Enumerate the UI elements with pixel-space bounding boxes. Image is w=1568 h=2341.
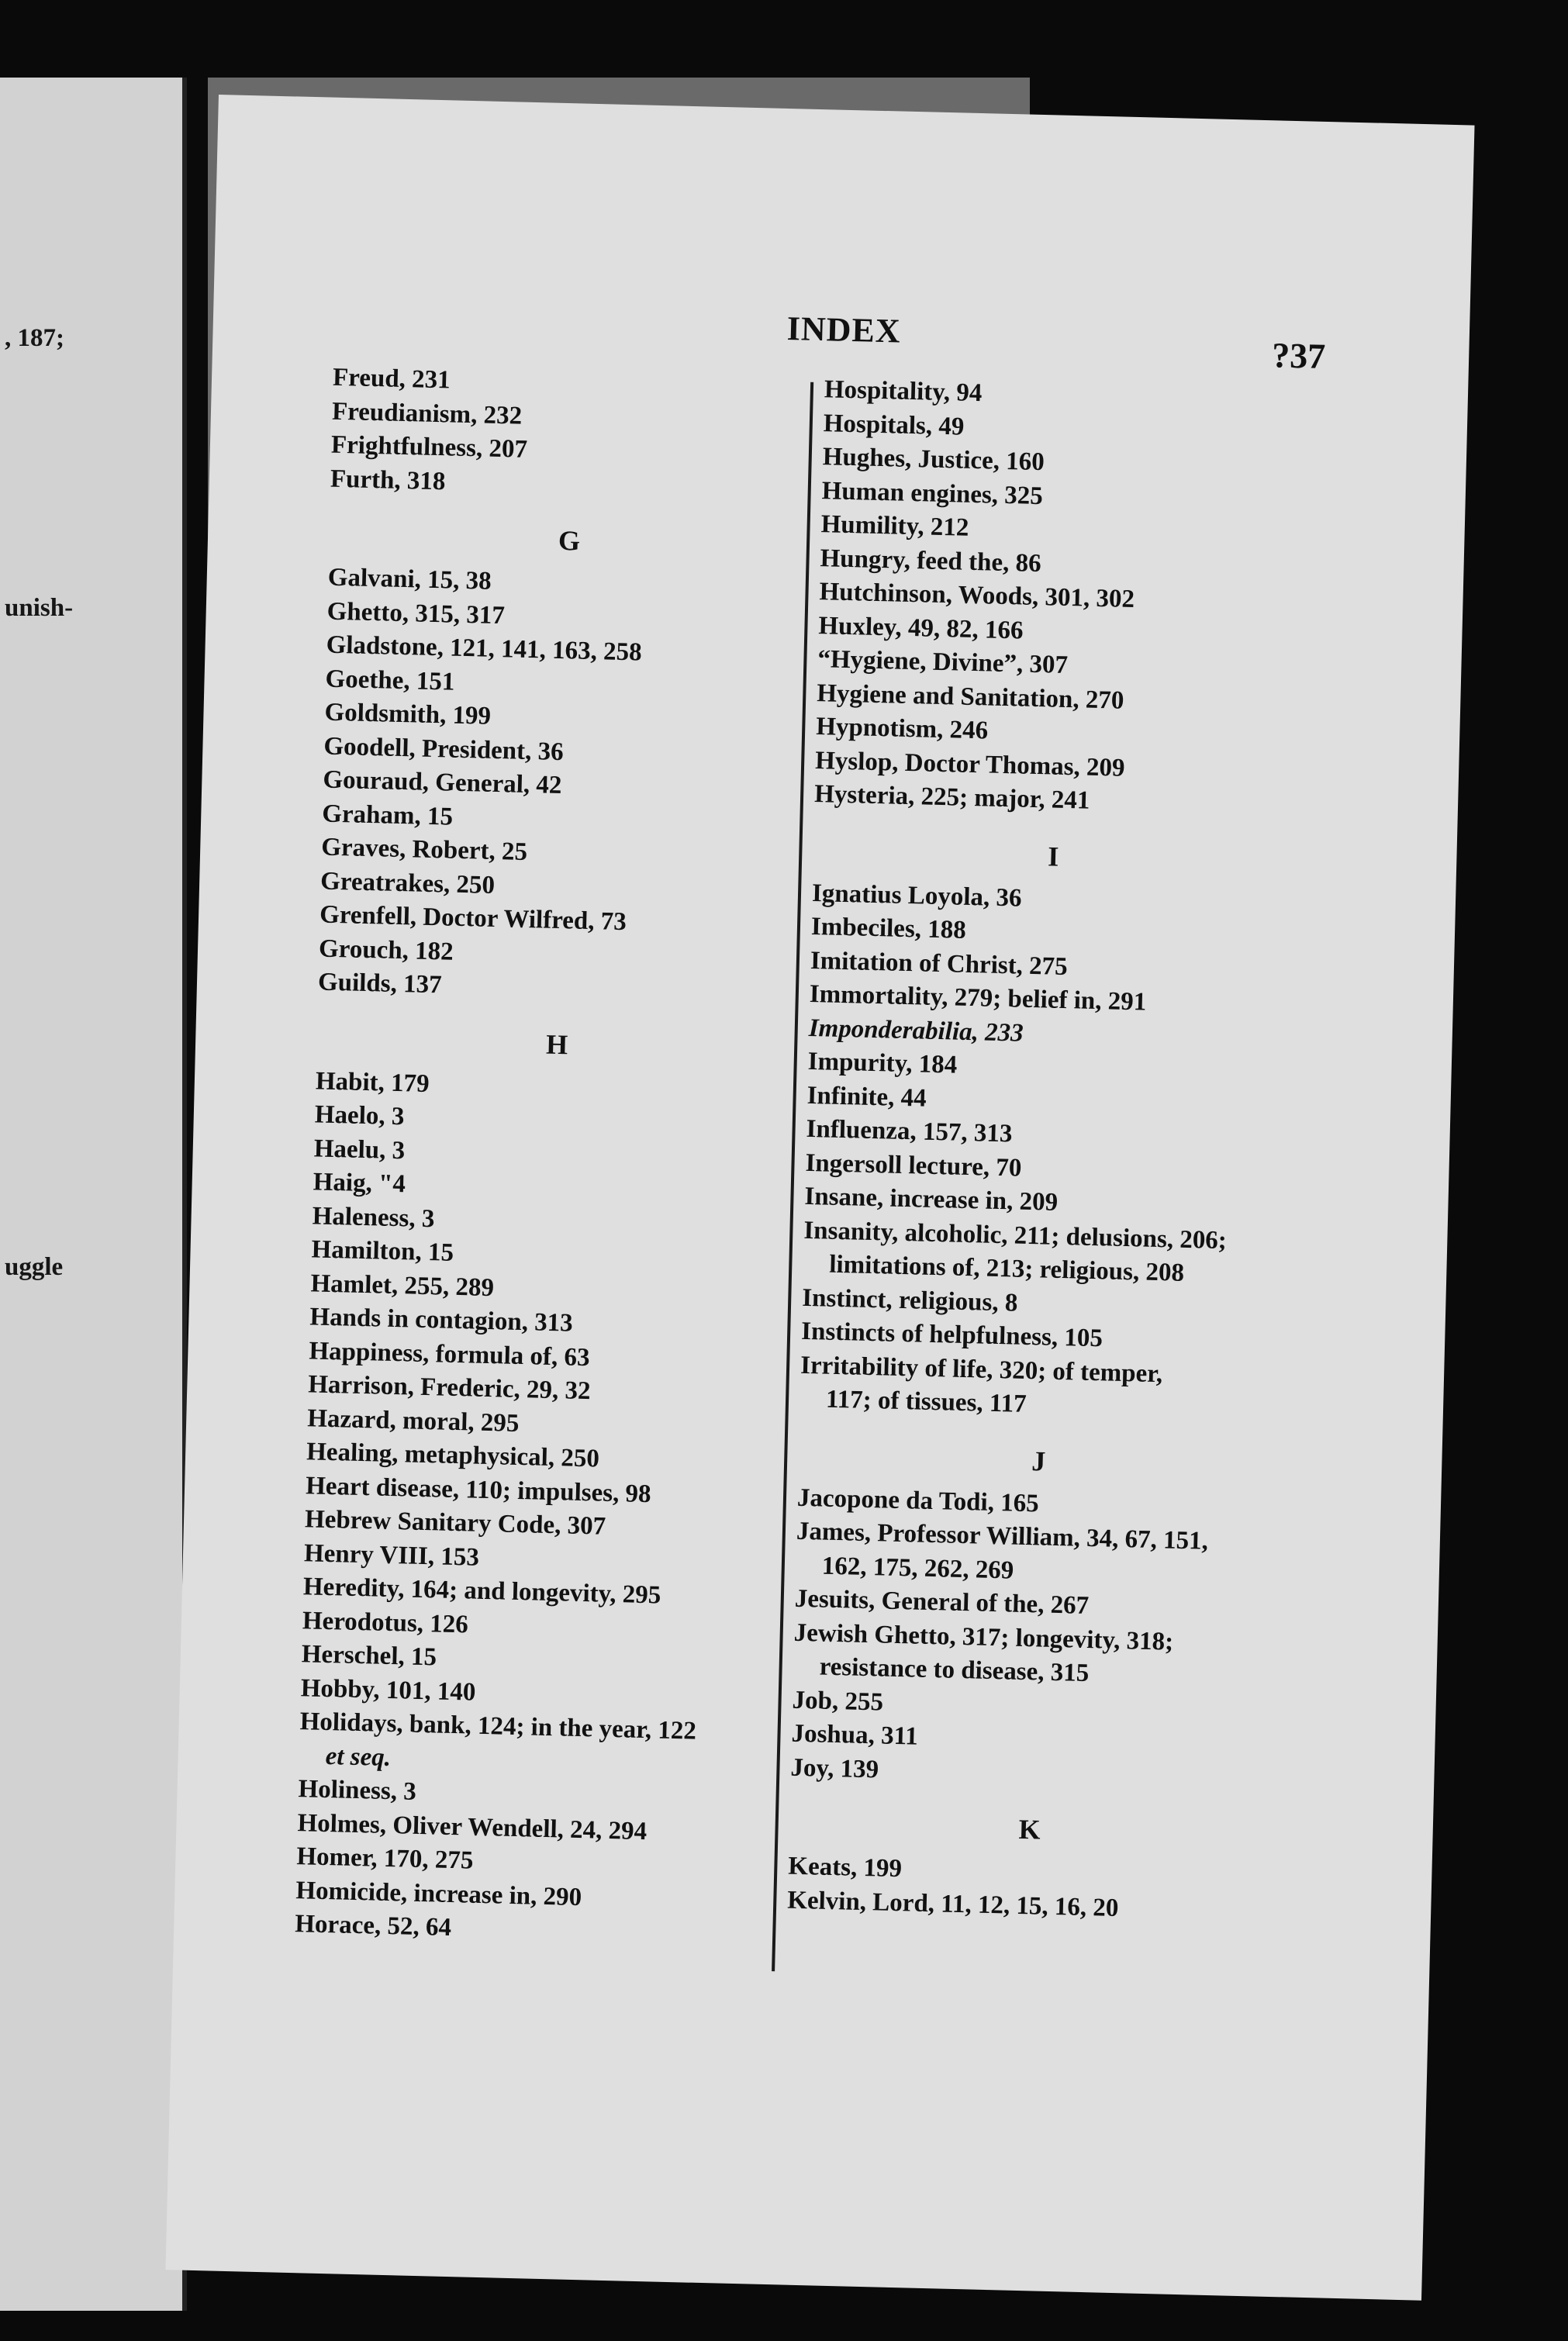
index-entry: Hungry, feed the, 86 (820, 544, 1042, 578)
index-entry: Job, 255 (792, 1686, 884, 1717)
index-entry: Keats, 199 (787, 1852, 903, 1884)
index-entry: Hospitality, 94 (824, 375, 983, 408)
index-entry: Harrison, Frederic, 29, 32 (307, 1370, 591, 1406)
page-number: ?37 (1271, 335, 1326, 376)
index-entry: Henry VIII, 153 (303, 1538, 480, 1572)
index-entry: Herodotus, 126 (302, 1606, 469, 1638)
section-letter: K (1018, 1813, 1041, 1846)
index-entry: Ingersoll lecture, 70 (805, 1148, 1022, 1183)
index-entry: Goodell, President, 36 (323, 732, 565, 766)
index-entry: Hamlet, 255, 289 (310, 1269, 495, 1302)
section-letter: G (558, 524, 581, 557)
index-entry: Immortality, 279; belief in, 291 (809, 979, 1147, 1017)
index-entry: Hebrew Sanitary Code, 307 (304, 1505, 606, 1541)
index-entry: Kelvin, Lord, 11, 12, 15, 16, 20 (786, 1886, 1119, 1922)
index-entry: Guilds, 137 (317, 968, 443, 1000)
facing-page (0, 78, 187, 2311)
index-entry: Freud, 231 (332, 363, 451, 395)
index-entry: Joy, 139 (790, 1753, 879, 1783)
index-entry: Hypnotism, 246 (815, 713, 989, 745)
index-entry: Habit, 179 (315, 1066, 430, 1098)
index-entry: James, Professor William, 34, 67, 151, (796, 1517, 1209, 1555)
index-entry: Happiness, formula of, 63 (309, 1336, 590, 1372)
index-entry: Heredity, 164; and longevity, 295 (302, 1573, 661, 1610)
index-entry-continuation: limitations of, 213; religious, 208 (828, 1250, 1185, 1287)
index-entry: Haig, "4 (313, 1168, 406, 1199)
index-page (165, 95, 1474, 2301)
page-title: INDEX (786, 309, 902, 350)
index-entry: Infinite, 44 (806, 1081, 927, 1113)
index-entry: Jesuits, General of the, 267 (794, 1584, 1090, 1620)
index-entry: Greatrakes, 250 (319, 867, 496, 899)
facing-page-fragment: uggle (5, 1253, 64, 1281)
index-entry: Haelo, 3 (314, 1100, 405, 1131)
index-entry: Hospitals, 49 (823, 409, 965, 441)
index-entry: Graham, 15 (321, 799, 454, 831)
index-entry: Ghetto, 315, 317 (326, 597, 506, 630)
index-entry: Hobby, 101, 140 (300, 1673, 476, 1707)
index-entry: Gouraud, General, 42 (323, 765, 562, 800)
index-entry: Homicide, increase in, 290 (295, 1876, 582, 1911)
index-entry: Irritability of life, 320; of temper, (800, 1351, 1163, 1388)
index-entry: Hamilton, 15 (311, 1235, 454, 1267)
index-entry: Holidays, bank, 124; in the year, 122 (299, 1707, 697, 1745)
section-letter: I (1047, 840, 1059, 872)
index-entry: Insanity, alcoholic, 211; delusions, 206; (803, 1216, 1228, 1255)
index-entry-continuation: resistance to disease, 315 (819, 1652, 1090, 1688)
index-entry: Insane, increase in, 209 (804, 1182, 1059, 1217)
index-entry: Huxley, 49, 82, 166 (818, 611, 1024, 645)
index-entry: Hyslop, Doctor Thomas, 209 (814, 746, 1125, 782)
index-entry: Gladstone, 121, 141, 163, 258 (326, 630, 643, 667)
index-entry: Instinct, religious, 8 (801, 1283, 1018, 1317)
facing-page-fragment: , 187; (5, 324, 64, 352)
index-entry: Herschel, 15 (301, 1640, 437, 1672)
index-entry: Freudianism, 232 (331, 397, 523, 430)
index-entry: Homer, 170, 275 (296, 1842, 474, 1875)
index-entry: Frightfulness, 207 (330, 430, 528, 464)
index-entry: Healing, metaphysical, 250 (306, 1438, 600, 1473)
section-letter: J (1031, 1445, 1046, 1477)
index-entry: Horace, 52, 64 (294, 1910, 452, 1942)
facing-page-fragment: unish- (5, 594, 74, 622)
index-entry: Hazard, moral, 295 (306, 1404, 520, 1438)
index-entry: Goethe, 151 (325, 665, 455, 696)
index-entry: Holmes, Oliver Wendell, 24, 294 (297, 1808, 648, 1846)
index-entry: Imponderabilia, 233 (808, 1013, 1024, 1048)
section-letter: H (545, 1028, 568, 1060)
index-entry: Impurity, 184 (807, 1047, 958, 1079)
index-entry: Graves, Robert, 25 (320, 833, 528, 867)
index-entry-continuation: 162, 175, 262, 269 (821, 1552, 1014, 1585)
index-entry: Influenza, 157, 313 (806, 1114, 1013, 1148)
index-entry: Haleness, 3 (312, 1201, 435, 1233)
index-entry: Holiness, 3 (298, 1775, 417, 1806)
index-entry: Hands in contagion, 313 (309, 1303, 574, 1338)
index-entry: Heart disease, 110; impulses, 98 (305, 1471, 651, 1508)
index-entry: Humility, 212 (820, 510, 969, 542)
index-entry: Hysteria, 225; major, 241 (813, 780, 1090, 815)
index-entry: Imbeciles, 188 (810, 912, 967, 944)
index-column-right (787, 373, 1305, 1929)
index-entry: Jewish Ghetto, 317; longevity, 318; (793, 1618, 1174, 1656)
index-entry: Hutchinson, Woods, 301, 302 (819, 578, 1135, 614)
index-entry: Grouch, 182 (318, 934, 454, 966)
index-entry: Instincts of helpfulness, 105 (800, 1317, 1103, 1353)
index-entry: Furth, 318 (330, 464, 446, 495)
index-entry: Grenfell, Doctor Wilfred, 73 (319, 900, 627, 937)
index-entry: Ignatius Loyola, 36 (811, 879, 1022, 913)
index-entry: “Hygiene, Divine”, 307 (817, 645, 1069, 679)
index-entry: Jacopone da Todi, 165 (796, 1483, 1040, 1518)
index-entry: Haelu, 3 (313, 1134, 406, 1165)
index-entry: Human engines, 325 (821, 476, 1044, 510)
index-entry-continuation: et seq. (325, 1742, 392, 1772)
index-column-left (295, 361, 814, 1953)
index-entry: Goldsmith, 199 (324, 698, 492, 730)
index-entry: Joshua, 311 (791, 1719, 919, 1751)
index-entry: Imitation of Christ, 275 (810, 946, 1069, 981)
index-entry: Hygiene and Sanitation, 270 (816, 678, 1124, 715)
index-entry: Hughes, Justice, 160 (822, 443, 1045, 477)
index-entry-continuation: 117; of tissues, 117 (825, 1385, 1027, 1418)
index-entry: Galvani, 15, 38 (327, 563, 492, 596)
